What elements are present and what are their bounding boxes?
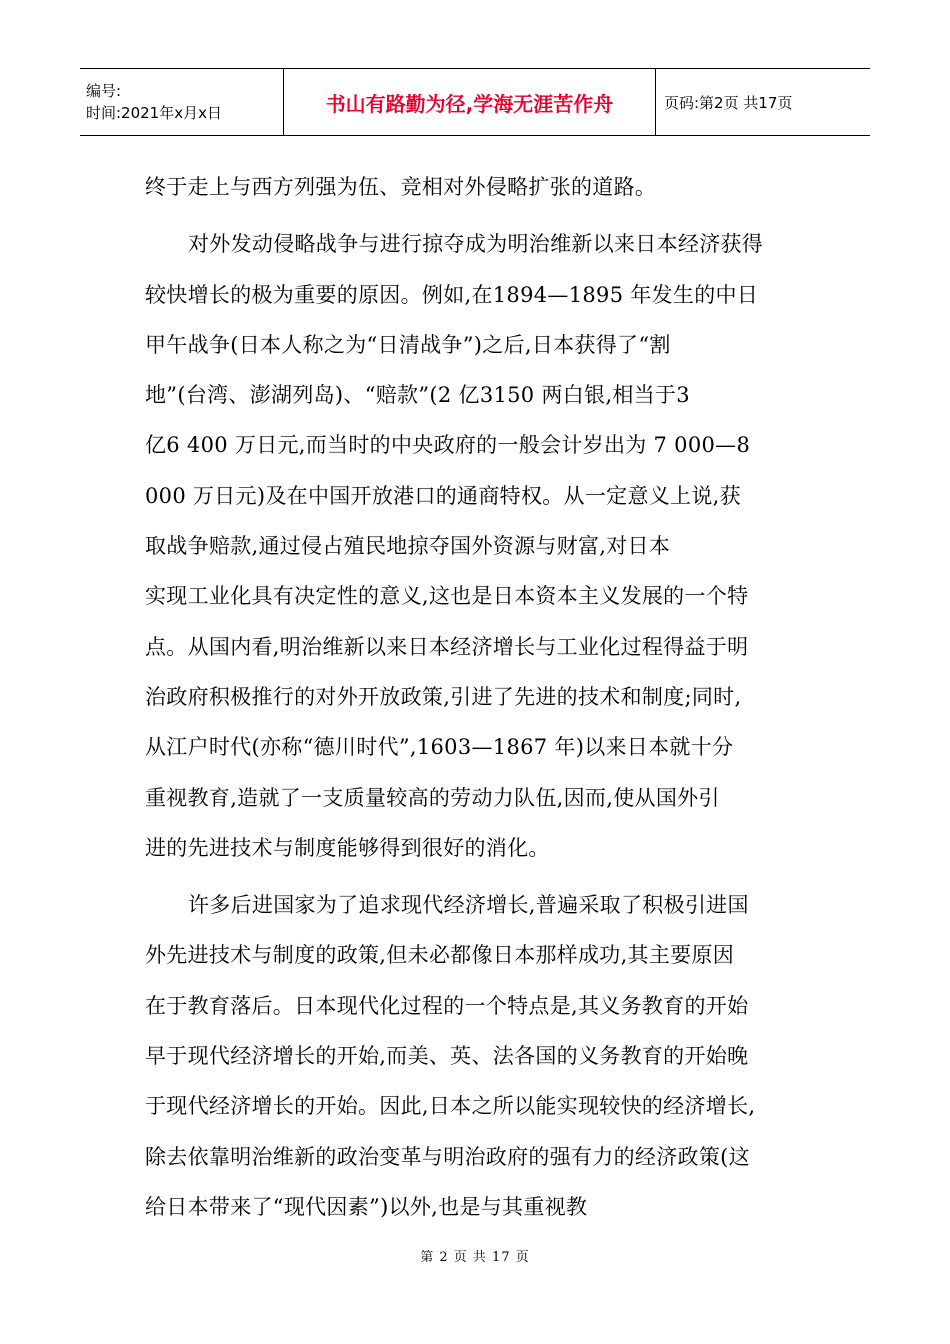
text-line: 较快增长的极为重要的原因。例如,在1894—1895 年发生的中日: [145, 282, 759, 307]
page-footer: [0, 1246, 950, 1265]
text-line: 亿6 400 万日元,而当时的中央政府的一般会计岁出为 7 000—8: [145, 433, 751, 458]
text-line: 外先进技术与制度的政策,但未必都像日本那样成功,其主要原因: [145, 943, 735, 968]
text-line: 在于教育落后。日本现代化过程的一个特点是,其义务教育的开始: [145, 993, 749, 1018]
header-motto-cell: [284, 69, 656, 135]
text-line: 治政府积极推行的对外开放政策,引进了先进的技术和制度;同时,: [145, 684, 742, 709]
header-page-info: 页码:第2页 共17页: [664, 93, 793, 112]
header-motto: 书山有路勤为径,学海无涯苦作舟: [325, 91, 614, 116]
header-date-label: 时间:2021年x月x日: [86, 104, 222, 122]
text-line: 进的先进技术与制度能够得到很好的消化。: [145, 835, 550, 860]
text-line: 从江户时代(亦称“德川时代”,1603—1867 年)以来日本就十分: [145, 735, 734, 760]
text-line: 实现工业化具有决定性的意义,这也是日本资本主义发展的一个特: [145, 584, 749, 609]
header-meta-cell: [80, 69, 284, 135]
text-line: 终于走上与西方列强为伍、竞相对外侵略扩张的道路。: [145, 175, 657, 199]
text-line: 早于现代经济增长的开始,而美、英、法各国的义务教育的开始晚: [145, 1044, 749, 1069]
text-line: 甲午战争(日本人称之为“日清战争”)之后,日本获得了“割: [145, 332, 671, 357]
document-body: [145, 162, 810, 1232]
text-line: 点。从国内看,明治维新以来日本经济增长与工业化过程得益于明: [145, 634, 749, 659]
text-line: 除去依靠明治维新的政治变革与明治政府的强有力的经济政策(这: [145, 1144, 750, 1169]
document-header: [80, 68, 870, 136]
paragraph: [145, 219, 810, 873]
text-line: 000 万日元)及在中国开放港口的通商特权。从一定意义上说,获: [145, 483, 741, 508]
text-line: 地”(台湾、澎湖列岛)、“赔款”(2 亿3150 两白银,相当于3: [145, 383, 690, 408]
footer-page-number: 第 2 页 共 17 页: [420, 1250, 530, 1265]
header-number-label: 编号:: [86, 82, 122, 100]
paragraph: [145, 880, 810, 1232]
text-line: 许多后进国家为了追求现代经济增长,普遍采取了积极引进国: [188, 893, 749, 918]
text-line: 重视教育,造就了一支质量较高的劳动力队伍,因而,使从国外引: [145, 785, 720, 810]
header-page-cell: [656, 69, 870, 135]
text-line: 给日本带来了“现代因素”)以外,也是与其重视教: [145, 1194, 588, 1219]
paragraph: [145, 162, 810, 212]
text-line: 取战争赔款,通过侵占殖民地掠夺国外资源与财富,对日本: [145, 534, 671, 559]
text-line: 于现代经济增长的开始。因此,日本之所以能实现较快的经济增长,: [145, 1094, 756, 1119]
text-line: 对外发动侵略战争与进行掠夺成为明治维新以来日本经济获得: [188, 232, 764, 257]
